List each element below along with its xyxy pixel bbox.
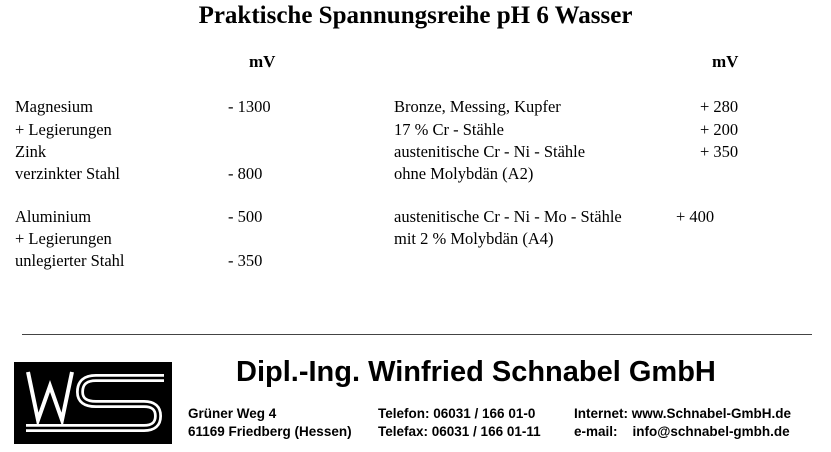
left-unit-header: mV xyxy=(249,52,276,71)
left-value-magnesium: - 1300 xyxy=(228,97,271,116)
left-label-aluminium: Aluminium xyxy=(15,207,92,226)
right-label-bronze: Bronze, Messing, Kupfer xyxy=(394,97,561,116)
right-label-cr-ni-mo: austenitische Cr - Ni - Mo - Stähle xyxy=(394,207,622,226)
address-city: 61169 Friedberg (Hessen) xyxy=(188,424,352,439)
left-label-unlegierter-stahl: unlegierter Stahl xyxy=(15,251,125,270)
right-value-cr-ni-mo: + 400 xyxy=(676,207,715,226)
right-label-17-cr: 17 % Cr - Stähle xyxy=(394,120,504,139)
right-value-bronze: + 280 xyxy=(700,97,739,116)
company-name: Dipl.-Ing. Winfried Schnabel GmbH xyxy=(236,356,716,388)
right-label-cr-ni: austenitische Cr - Ni - Stähle xyxy=(394,142,586,161)
left-label-magnesium: Magnesium xyxy=(15,97,93,116)
phone-number: Telefon: 06031 / 166 01-0 xyxy=(378,406,536,421)
left-label-legierungen-1: + Legierungen xyxy=(15,120,112,139)
divider xyxy=(22,334,812,335)
email-link[interactable]: e-mail: info@schnabel-gmbh.de xyxy=(574,424,790,439)
right-label-a2: ohne Molybdän (A2) xyxy=(394,164,534,183)
ws-logo-icon xyxy=(14,362,172,444)
left-value-verzinkter-stahl: - 800 xyxy=(228,164,263,183)
right-unit-header: mV xyxy=(712,52,739,71)
left-label-legierungen-2: + Legierungen xyxy=(15,229,112,248)
left-value-unlegierter-stahl: - 350 xyxy=(228,251,263,270)
left-value-aluminium: - 500 xyxy=(228,207,263,226)
right-label-a4: mit 2 % Molybdän (A4) xyxy=(394,229,554,248)
left-label-zink: Zink xyxy=(15,142,47,161)
internet-link[interactable]: Internet: www.Schnabel-GmbH.de xyxy=(574,406,792,421)
right-value-17-cr: + 200 xyxy=(700,120,739,139)
right-value-cr-ni: + 350 xyxy=(700,142,739,161)
page-title: Praktische Spannungsreihe pH 6 Wasser xyxy=(198,2,633,29)
company-logo xyxy=(14,362,172,444)
address-street: Grüner Weg 4 xyxy=(188,406,277,421)
left-label-verzinkter-stahl: verzinkter Stahl xyxy=(15,164,120,183)
fax-number: Telefax: 06031 / 166 01-11 xyxy=(378,424,541,439)
